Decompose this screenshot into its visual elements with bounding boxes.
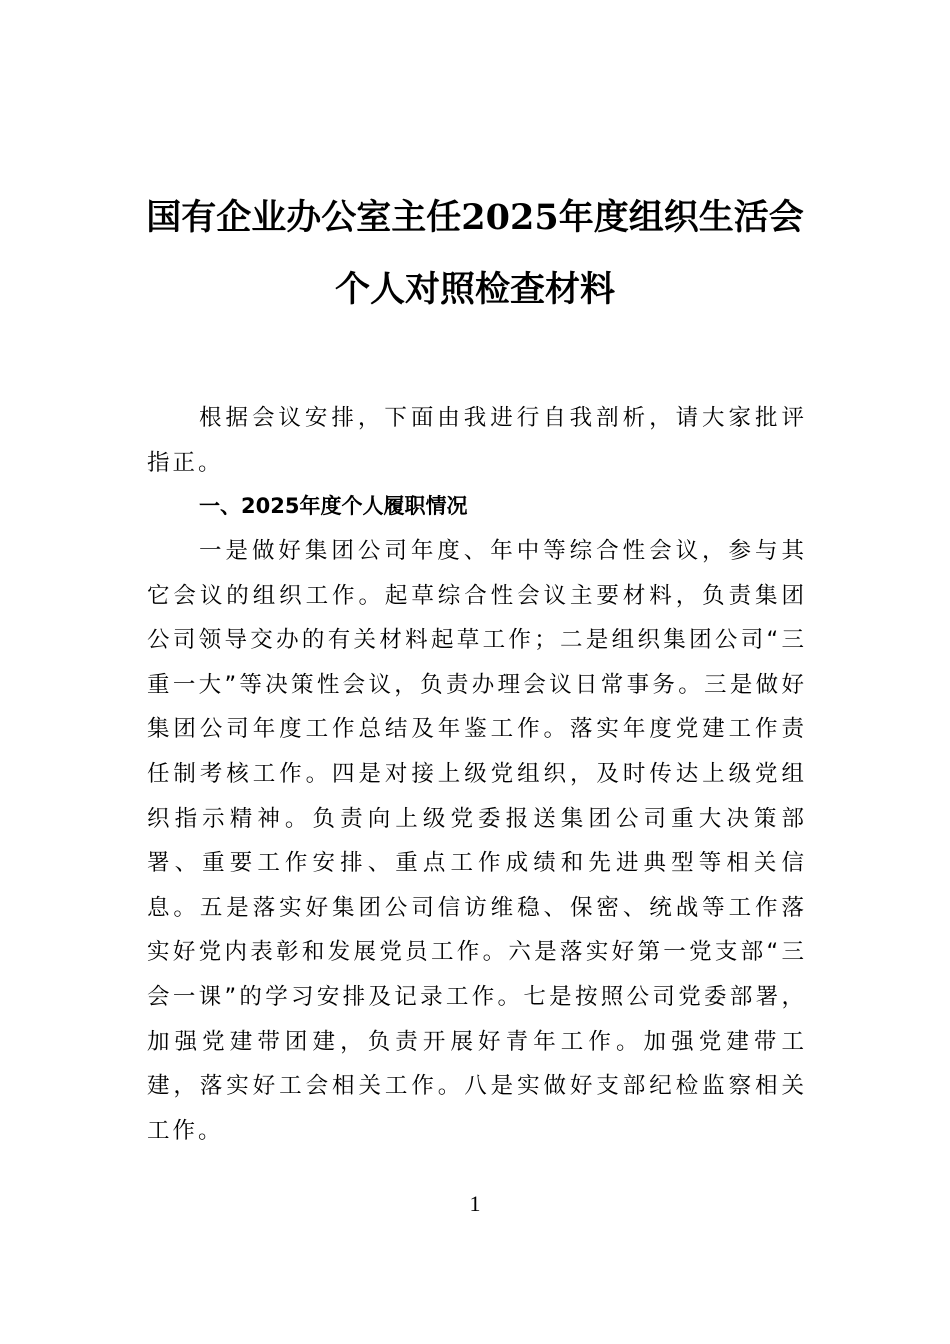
- section-1-heading: 一、2025年度个人履职情况: [199, 494, 468, 518]
- intro-paragraph: 根据会议安排，下面由我进行自我剖析，请大家批评指正。: [147, 405, 807, 476]
- section-1-paragraph: 一是做好集团公司年度、年中等综合性会议，参与其它会议的组织工作。起草综合性会议主要材料，负责集团公司领导交办的有关材料起草工作；二是组织集团公司“三重一大”等决策性会议，负责办理会议日常事务。三是做好集团公司年度工作总结及年鉴工作。落实年度党建工作责任制考核工作。四是对接上级党组织，及时传达上级党组织指示精神。负责向上级党委报送集团公司重大决策部署、重要工作安排、重点工作成绩和先进典型等相关信息。五是落实好集团公司信访维稳、保密、统战等工作落实好党内表彰和发展党员工作。六是落实好第一党支部“三会一课”的学习安排及记录工作。七是按照公司党委部署，加强党建带团建，负责开展好青年工作。加强党建带工建，落实好工会相关工作。八是实做好支部纪检监察相关工作。: [147, 538, 807, 1144]
- document-title-line-2: 个人对照检查材料: [334, 269, 615, 310]
- page-number: 1: [469, 1191, 481, 1216]
- document-title-line-1: 国有企业办公室主任2025年度组织生活会: [146, 197, 804, 238]
